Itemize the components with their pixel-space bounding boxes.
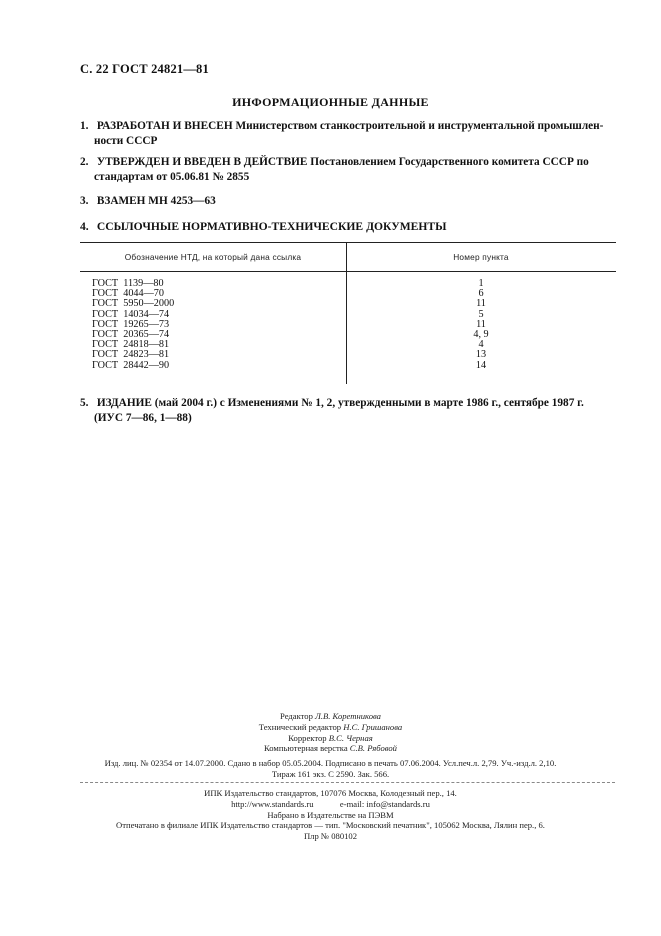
reference-table <box>80 242 616 384</box>
item-text-continued: (ИУС 7—86, 1—88) <box>94 412 192 424</box>
item-lead: УТВЕРЖДЕН И ВВЕДЕН В ДЕЙСТВИЕ <box>96 156 308 168</box>
info-item-4 <box>80 219 617 234</box>
row-clause: 4, 9 <box>473 328 489 340</box>
info-item-1 <box>80 119 617 149</box>
item-text-continued: ности СССР <box>94 135 158 147</box>
table-body <box>80 279 616 371</box>
row-clause: 6 <box>478 288 484 300</box>
item-number: 3. <box>80 195 89 207</box>
row-document: ГОСТ 4044—70 <box>92 288 164 300</box>
item-number: 1. <box>80 120 89 132</box>
info-item-2 <box>80 155 617 185</box>
row-clause: 13 <box>475 349 487 361</box>
info-item-3 <box>80 194 617 209</box>
publisher-block <box>0 788 661 842</box>
item-number: 2. <box>80 156 89 168</box>
row-document: ГОСТ 28442—90 <box>92 359 170 371</box>
item-number: 5. <box>80 397 89 409</box>
publisher-contacts <box>0 799 661 810</box>
row-document: ГОСТ 14034—74 <box>92 308 170 320</box>
credits-block <box>0 711 661 754</box>
item-text-continued: стандартам от 05.06.81 № 2855 <box>94 171 250 183</box>
typeset-note: Набрано в Издательстве на ПЭВМ <box>267 809 394 820</box>
table-top-rule <box>80 242 616 243</box>
item-lead: ИЗДАНИЕ (май 2004 г.) с Изменениями № 1, 2, утвержденными в марте 1986 г., сентябре 1987 г. <box>96 397 584 409</box>
credit-label: Редактор <box>280 711 313 721</box>
column-header-document: Обозначение НТД, на который дана ссылка <box>124 252 302 262</box>
credit-label: Технический редактор <box>258 721 342 732</box>
credit-corrector <box>0 733 661 744</box>
row-clause: 11 <box>476 318 486 330</box>
row-document: ГОСТ 19265—73 <box>92 318 170 330</box>
section-title: ИНФОРМАЦИОННЫЕ ДАННЫЕ <box>232 95 429 109</box>
row-document: ГОСТ 1139—80 <box>92 278 164 289</box>
row-document: ГОСТ 24818—81 <box>92 339 170 351</box>
credit-name: Л.В. Коретникова <box>315 711 381 721</box>
credit-layout <box>0 743 661 754</box>
row-clause: 14 <box>475 359 487 371</box>
page-header: С. 22 ГОСТ 24821—81 <box>80 62 209 76</box>
publisher-email: e-mail: info@standards.ru <box>339 798 430 809</box>
table-row <box>80 361 616 371</box>
item-lead: ВЗАМЕН МН 4253—63 <box>96 195 216 207</box>
item-lead: РАЗРАБОТАН И ВНЕСЕН <box>96 120 233 132</box>
imprint-divider <box>80 782 615 783</box>
credit-name: С.В. Рябовой <box>349 743 397 754</box>
license-number: Плр № 080102 <box>303 831 358 842</box>
item-text: Постановлением Государственного комитета СССР по <box>310 156 589 168</box>
row-document: ГОСТ 20365—74 <box>92 328 170 340</box>
row-clause: 1 <box>478 278 484 289</box>
item-number: 4. <box>80 220 89 233</box>
row-document: ГОСТ 24823—81 <box>92 349 170 361</box>
publisher-website: http://www.standards.ru <box>231 798 314 809</box>
credit-label: Корректор <box>288 732 327 743</box>
credit-editor <box>0 711 661 722</box>
credit-tech-editor <box>0 722 661 733</box>
row-clause: 11 <box>476 298 486 310</box>
item-text: Министерством станкостроительной и инструментальной промышлен- <box>235 120 604 132</box>
credit-name: Н.С. Гришанова <box>343 721 403 732</box>
row-document: ГОСТ 5950—2000 <box>92 298 175 310</box>
info-item-5 <box>80 396 617 426</box>
table-header-rule <box>80 271 616 272</box>
column-header-clause: Номер пункта <box>453 252 509 262</box>
table-row <box>80 350 616 360</box>
print-details <box>0 758 661 780</box>
row-clause: 5 <box>478 308 484 320</box>
print-details-line: Изд. лиц. № 02354 от 14.07.2000. Сдано в набор 05.05.2004. Подписано в печать 07.06.2004. Усл.печ.л. 2,79. Уч.-изд.л. 2,10. <box>104 758 557 768</box>
credit-name: В.С. Черная <box>328 732 373 743</box>
credit-label: Компьютерная верстка <box>264 743 348 754</box>
item-lead: ССЫЛОЧНЫЕ НОРМАТИВНО-ТЕХНИЧЕСКИЕ ДОКУМЕНТЫ <box>96 220 447 233</box>
print-details-line: Тираж 161 экз. С 2590. Зак. 566. <box>271 768 390 779</box>
row-clause: 4 <box>478 339 484 351</box>
printer-note: Отпечатано в филиале ИПК Издательство стандартов — тип. "Московский печатник", 105062 Москва, Лялин пер., 6. <box>116 820 545 831</box>
publisher-address: ИПК Издательство стандартов, 107076 Москва, Колодезный пер., 14. <box>204 788 457 798</box>
